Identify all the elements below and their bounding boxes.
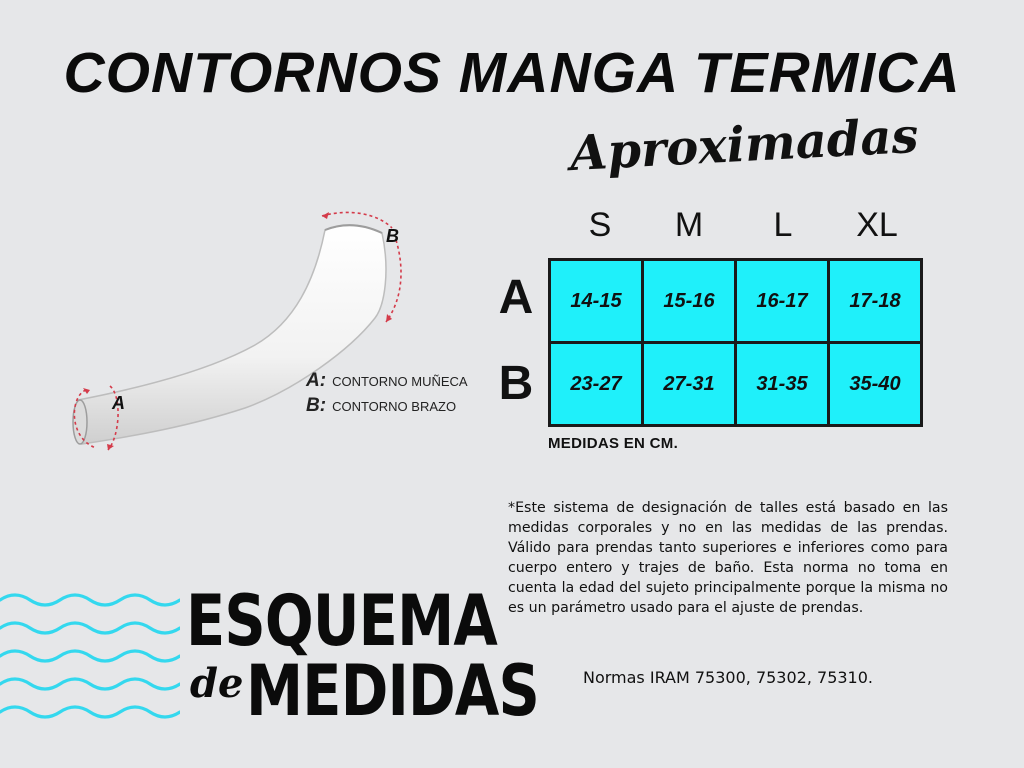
- sleeve-label-b: B: [386, 226, 399, 246]
- table-cell: 35-40: [829, 343, 922, 426]
- legend-key: A:: [306, 370, 327, 391]
- page-title: CONTORNOS MANGA TERMICA: [63, 41, 961, 105]
- table-row: [550, 343, 922, 426]
- brand-line-2: MEDIDAS: [246, 650, 540, 732]
- table-row: [550, 260, 922, 343]
- brand-connector: de: [190, 660, 244, 707]
- wave-decoration: [0, 588, 180, 728]
- sleeve-label-a: A: [112, 393, 125, 413]
- disclaimer-note: *Este sistema de designación de talles está basado en las medidas corporales y no en las medidas de las prendas. Válido para prendas tanto superiores e inferiores como para cuerpo entero y trajes de baño. Esta norma no toma en cuenta la edad del sujeto principalmente porque la misma no es un parámetro usado para el ajuste de prendas.: [508, 500, 948, 616]
- norms-text: Normas IRAM 75300, 75302, 75310.: [582, 668, 873, 687]
- table-cell: 16-17: [736, 260, 829, 343]
- table-cell: 23-27: [550, 343, 643, 426]
- row-header-b: B: [498, 357, 534, 410]
- legend-text: CONTORNO BRAZO: [332, 399, 457, 414]
- table-cell: 15-16: [643, 260, 736, 343]
- subtitle: Aproximadas: [568, 107, 920, 183]
- legend-item-b: [306, 395, 456, 417]
- table-cell: 27-31: [643, 343, 736, 426]
- row-header-a: A: [498, 271, 534, 324]
- brand-line-1: ESQUEMA: [186, 580, 497, 662]
- sleeve-illustration: [60, 200, 420, 460]
- legend-item-a: [306, 370, 468, 392]
- size-header-xl: XL: [856, 206, 898, 244]
- table-cell: 17-18: [829, 260, 922, 343]
- units-label: MEDIDAS EN CM.: [548, 435, 679, 452]
- table-cell: 31-35: [736, 343, 829, 426]
- legend-text: CONTORNO MUÑECA: [332, 374, 468, 389]
- size-table: [548, 258, 923, 427]
- size-header-s: S: [588, 206, 612, 244]
- table-cell: 14-15: [550, 260, 643, 343]
- size-header-m: M: [674, 206, 704, 244]
- legend-key: B:: [306, 395, 327, 416]
- size-header-l: L: [773, 206, 793, 244]
